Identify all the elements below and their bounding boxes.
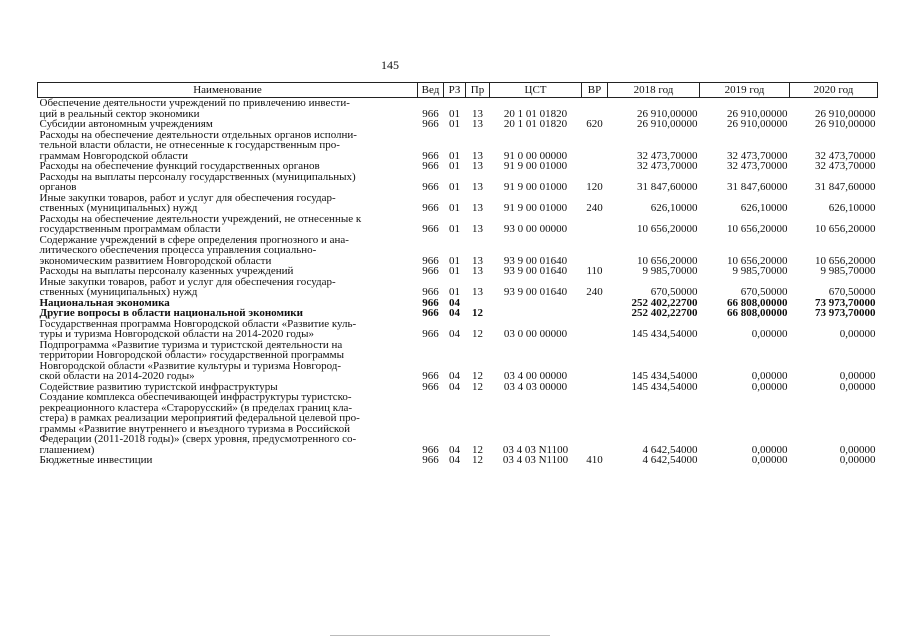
table-row (38, 98, 878, 120)
page-number: 145 (381, 58, 399, 72)
row-pr: 13 (472, 265, 483, 277)
row-2019-amount: 9 985,70000 (732, 265, 788, 277)
row-name: Субсидии автономным учреждениям (39, 118, 213, 130)
row-2020-amount: 670,50000 (828, 286, 876, 298)
row-2018-amount: 145 434,54000 (631, 328, 698, 340)
row-2020-amount: 10 656,20000 (815, 223, 876, 235)
row-2018-amount: 145 434,54000 (631, 370, 698, 382)
row-2018-amount: 9 985,70000 (642, 265, 698, 277)
row-2020-amount: 9 985,70000 (820, 265, 876, 277)
row-cst: 93 9 00 01640 (503, 254, 568, 267)
row-vr (582, 382, 608, 393)
row-name: Государственная программа Новгородской области «Развитие куль- туры и туризма Новгородской области на 2014-2020 годы» (39, 317, 357, 340)
table-row (38, 119, 878, 130)
table-row (38, 319, 878, 340)
row-2018-amount: 10 656,20000 (637, 254, 698, 267)
row-2019-amount: 10 656,20000 (727, 223, 788, 235)
row-pr: 12 (472, 328, 483, 340)
row-2019-amount: 26 910,00000 (727, 107, 788, 120)
row-2018-amount: 4 642,54000 (642, 443, 698, 456)
table-header-row (38, 83, 878, 98)
row-ved: 966 (422, 265, 439, 277)
row-vr (582, 235, 608, 267)
row-cst: 93 0 00 00000 (503, 223, 568, 235)
row-name: Расходы на обеспечение функций государственных органов (39, 160, 320, 172)
row-vr: 240 (586, 286, 603, 298)
row-pr: 13 (472, 223, 483, 235)
row-2019-amount: 32 473,70000 (727, 149, 788, 162)
row-2018-amount: 10 656,20000 (637, 223, 698, 235)
row-vr (582, 130, 608, 162)
scan-artifact-line (330, 635, 550, 636)
row-ved: 966 (422, 307, 439, 319)
row-pr: 12 (472, 370, 483, 382)
row-cst: 20 1 01 01820 (503, 107, 568, 120)
row-rz: 04 (449, 443, 460, 456)
row-2020-amount: 32 473,70000 (815, 149, 876, 162)
row-cst: 03 0 00 00000 (503, 328, 568, 340)
header-2020: 2020 год (790, 83, 878, 98)
row-pr: 13 (472, 254, 483, 267)
row-rz: 04 (449, 307, 460, 319)
header-2019: 2019 год (700, 83, 790, 98)
row-vr: 110 (586, 265, 603, 277)
row-vr (582, 161, 608, 172)
row-rz: 04 (449, 296, 460, 309)
table-row (38, 392, 878, 455)
row-rz: 04 (449, 328, 460, 340)
row-ved: 966 (422, 286, 439, 298)
row-2020-amount: 73 973,70000 (815, 296, 876, 309)
row-name: Иные закупки товаров, работ и услуг для обеспечения государ- ственных (муниципальных) нужд (39, 191, 336, 214)
row-2020-amount: 0,00000 (839, 370, 876, 382)
row-pr: 12 (472, 454, 483, 466)
row-rz: 04 (449, 454, 460, 466)
row-vr: 120 (586, 181, 603, 193)
table-row (38, 235, 878, 267)
table-row (38, 277, 878, 298)
row-2020-amount: 0,00000 (839, 443, 876, 456)
row-name: Содержание учреждений в сфере определения прогнозного и ана- литического обеспечения процесса управления социально- экономическим развитием Новгородской области (39, 233, 349, 267)
row-2018-amount: 626,10000 (650, 202, 698, 214)
row-ved: 966 (422, 370, 439, 382)
row-name: Расходы на обеспечение деятельности отдельных органов исполни- тельной власти области, не отнесенные к государственным про- граммам Новгородской области (39, 128, 357, 162)
header-cst: ЦСТ (490, 83, 582, 98)
row-2020-amount: 0,00000 (839, 380, 876, 393)
row-name: Другие вопросы в области национальной экономики (39, 307, 303, 319)
header-rz: РЗ (444, 83, 466, 98)
row-rz: 01 (449, 286, 460, 298)
row-cst (490, 298, 582, 309)
row-2018-amount: 145 434,54000 (631, 380, 698, 393)
row-name: Содействие развитию туристской инфраструктуры (39, 380, 278, 393)
row-ved: 966 (422, 118, 439, 130)
row-2018-amount: 252 402,22700 (631, 307, 698, 319)
row-pr: 13 (472, 181, 483, 193)
header-name: Наименование (38, 83, 418, 98)
row-pr: 13 (472, 160, 483, 172)
row-2019-amount: 26 910,00000 (727, 118, 788, 130)
row-name: Расходы на выплаты персоналу государственных (муниципальных) органов (39, 170, 356, 193)
row-rz: 01 (449, 181, 460, 193)
row-2019-amount: 0,00000 (751, 443, 788, 456)
row-vr (582, 98, 608, 120)
row-cst: 03 4 00 00000 (503, 370, 568, 382)
header-2018: 2018 год (608, 83, 700, 98)
row-pr: 13 (472, 286, 483, 298)
row-2019-amount: 31 847,60000 (727, 181, 788, 193)
row-cst: 91 0 00 00000 (503, 149, 568, 162)
row-pr: 12 (472, 380, 483, 393)
header-vr: ВР (582, 83, 608, 98)
row-2019-amount: 626,10000 (740, 202, 788, 214)
row-2019-amount: 0,00000 (751, 380, 788, 393)
header-ved: Вед (418, 83, 444, 98)
row-rz: 04 (449, 380, 460, 393)
row-cst: 03 4 03 N1100 (502, 454, 569, 466)
row-rz: 01 (449, 107, 460, 120)
row-2020-amount: 26 910,00000 (815, 118, 876, 130)
row-2019-amount: 0,00000 (751, 328, 788, 340)
row-2019-amount: 0,00000 (751, 454, 788, 466)
row-rz: 04 (449, 370, 460, 382)
row-name: Подпрограмма «Развитие туризма и туристской деятельности на территории Новгородской области» государственной программы Новгородской области «Развитие культуры и туризма Новгород- ской области на 2014-2020 годы» (39, 338, 344, 382)
row-vr (582, 298, 608, 309)
row-pr: 13 (472, 118, 483, 130)
row-cst: 93 9 00 01640 (503, 286, 568, 298)
row-cst: 91 9 00 01000 (503, 181, 568, 193)
row-2018-amount: 26 910,00000 (637, 107, 698, 120)
row-cst (490, 308, 582, 319)
row-ved: 966 (422, 181, 439, 193)
table-row (38, 161, 878, 172)
header-pr: Пр (466, 83, 490, 98)
row-name: Расходы на обеспечение деятельности учреждений, не отнесенные к государственным программам области (39, 212, 362, 235)
row-cst: 03 4 03 N1100 (502, 443, 569, 456)
row-cst: 03 4 03 00000 (503, 380, 568, 393)
row-name: Создание комплекса обеспечивающей инфраструктуры туристско- рекреационного кластера «Старорусский» (в пределах границ кла- стера) в рамках реализации мероприятий федеральной целевой про- граммы «Развитие внутреннего и въездного туризма в Российской Федерации (2011-2018 годы)» (сверх уровня, предусмотренного со- глашением) (39, 391, 360, 456)
row-ved: 966 (422, 328, 439, 340)
row-name: Расходы на выплаты персоналу казенных учреждений (39, 265, 294, 277)
row-2020-amount: 26 910,00000 (815, 107, 876, 120)
row-pr: 12 (472, 307, 483, 319)
row-vr: 410 (586, 454, 603, 466)
row-2018-amount: 670,50000 (650, 286, 698, 298)
table-row (38, 308, 878, 319)
row-ved: 966 (422, 223, 439, 235)
table-row (38, 455, 878, 466)
table-row (38, 130, 878, 162)
row-rz: 01 (449, 160, 460, 172)
row-ved: 966 (422, 454, 439, 466)
row-pr: 13 (472, 149, 483, 162)
row-2019-amount: 670,50000 (740, 286, 788, 298)
row-name: Обеспечение деятельности учреждений по привлечению инвести- ций в реальный сектор экономики (39, 97, 350, 120)
row-ved: 966 (422, 380, 439, 393)
table-row (38, 340, 878, 382)
row-cst: 91 9 00 01000 (503, 202, 568, 214)
row-2020-amount: 31 847,60000 (815, 181, 876, 193)
row-rz: 01 (449, 254, 460, 267)
row-vr (582, 319, 608, 340)
row-ved: 966 (422, 107, 439, 120)
row-2019-amount: 66 808,00000 (727, 307, 788, 319)
table-row (38, 193, 878, 214)
row-2019-amount: 66 808,00000 (727, 296, 788, 309)
row-2018-amount: 32 473,70000 (637, 149, 698, 162)
row-vr (582, 308, 608, 319)
row-2018-amount: 31 847,60000 (637, 181, 698, 193)
table-row (38, 214, 878, 235)
row-ved: 966 (422, 443, 439, 456)
row-2020-amount: 73 973,70000 (815, 307, 876, 319)
row-ved: 966 (422, 296, 439, 309)
row-2018-amount: 26 910,00000 (637, 118, 698, 130)
row-2020-amount: 0,00000 (839, 328, 876, 340)
table-row (38, 266, 878, 277)
table-row (38, 172, 878, 193)
row-2018-amount: 32 473,70000 (637, 160, 698, 172)
row-pr: 12 (472, 443, 483, 456)
row-name: Национальная экономика (39, 296, 170, 309)
row-2020-amount: 0,00000 (839, 454, 876, 466)
row-rz: 01 (449, 202, 460, 214)
row-vr (582, 392, 608, 455)
row-cst: 93 9 00 01640 (503, 265, 568, 277)
row-cst: 20 1 01 01820 (503, 118, 568, 130)
row-rz: 01 (449, 118, 460, 130)
row-vr (582, 340, 608, 382)
row-2019-amount: 10 656,20000 (727, 254, 788, 267)
row-vr: 620 (586, 118, 603, 130)
budget-table (37, 82, 878, 466)
row-2020-amount: 626,10000 (828, 202, 876, 214)
row-ved: 966 (422, 254, 439, 267)
row-rz: 01 (449, 265, 460, 277)
row-cst: 91 9 00 01000 (503, 160, 568, 172)
row-2019-amount: 32 473,70000 (727, 160, 788, 172)
row-2019-amount: 0,00000 (751, 370, 788, 382)
row-rz: 01 (449, 223, 460, 235)
row-ved: 966 (422, 202, 439, 214)
row-name: Бюджетные инвестиции (39, 454, 153, 466)
table-body (38, 98, 878, 466)
row-name: Иные закупки товаров, работ и услуг для обеспечения государ- ственных (муниципальных) нужд (39, 275, 336, 298)
row-ved: 966 (422, 160, 439, 172)
row-ved: 966 (422, 149, 439, 162)
row-pr: 13 (472, 107, 483, 120)
row-2020-amount: 10 656,20000 (815, 254, 876, 267)
row-2018-amount: 4 642,54000 (642, 454, 698, 466)
row-pr: 13 (472, 202, 483, 214)
row-2020-amount: 32 473,70000 (815, 160, 876, 172)
row-vr: 240 (586, 202, 603, 214)
row-2018-amount: 252 402,22700 (631, 296, 698, 309)
row-vr (582, 214, 608, 235)
row-rz: 01 (449, 149, 460, 162)
